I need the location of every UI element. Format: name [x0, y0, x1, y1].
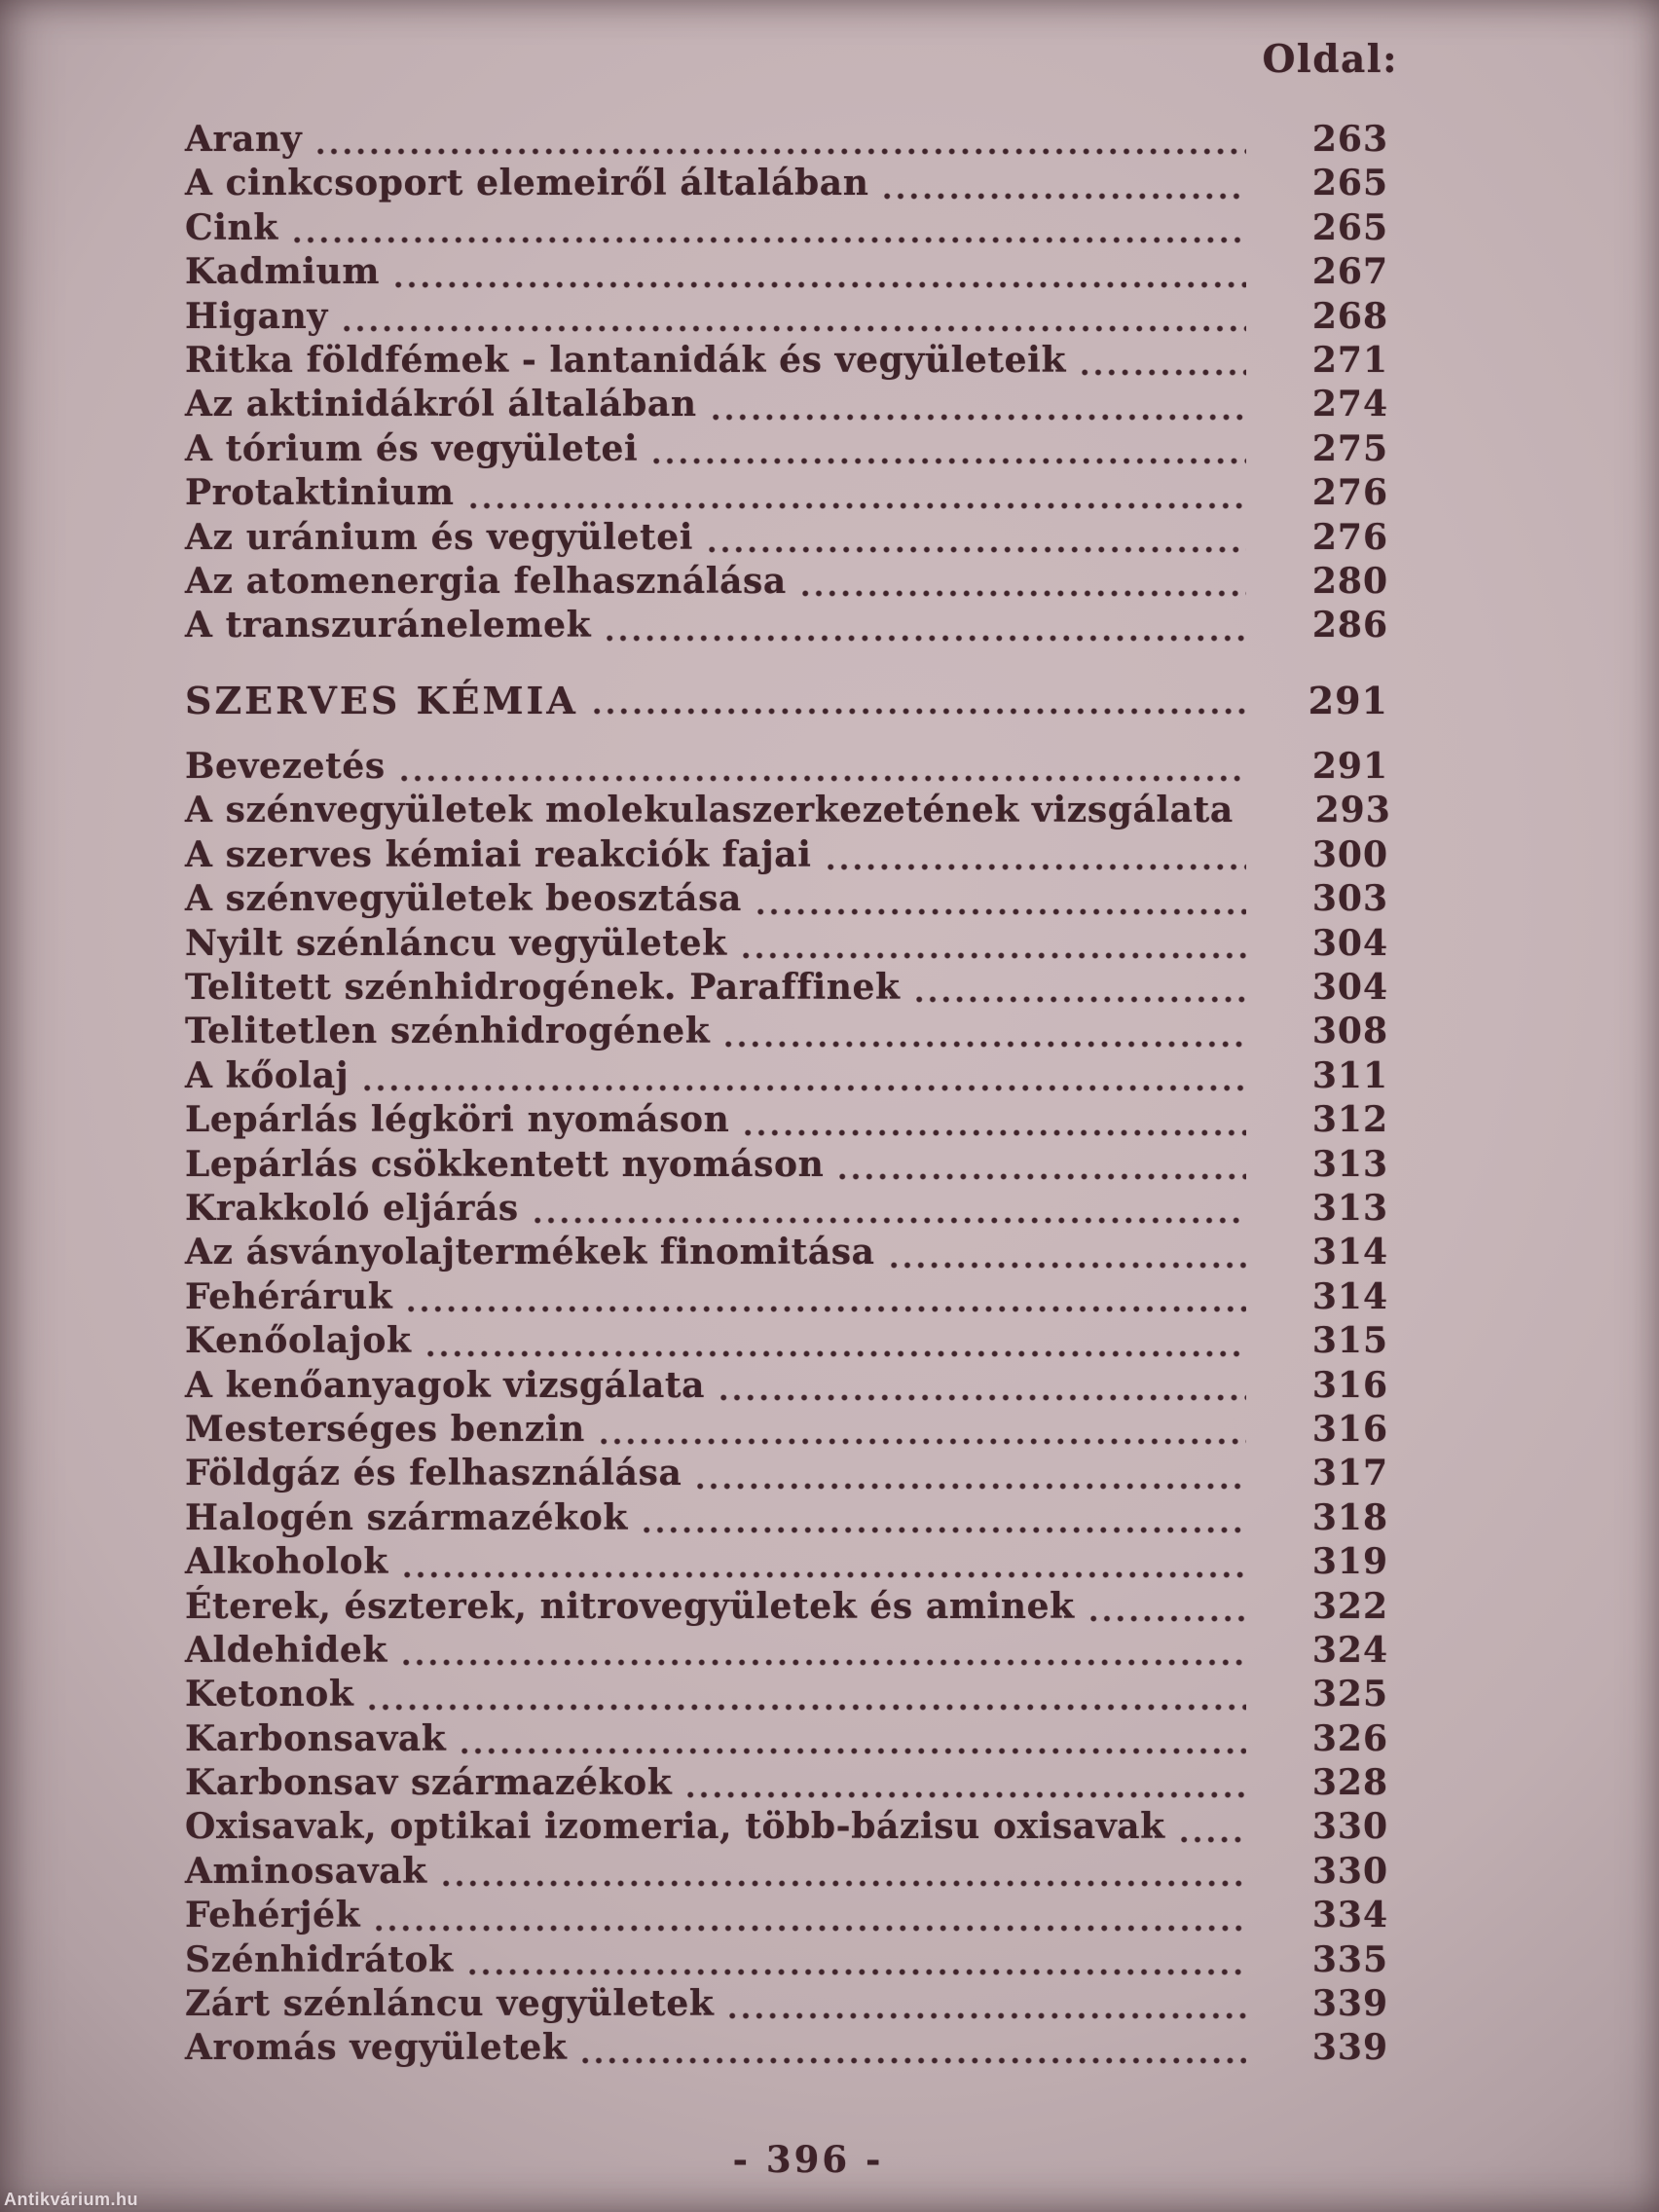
dot-leader: [344, 324, 1246, 333]
toc-row: [185, 878, 1388, 922]
toc-row: [185, 746, 1388, 790]
dot-leader: [369, 1703, 1246, 1712]
toc-row: [185, 1851, 1388, 1895]
dot-leader: [607, 634, 1246, 643]
toc-entry-title: SZERVES KÉMIA: [185, 678, 578, 722]
toc-entry-page: 265: [1311, 163, 1388, 204]
toc-row: [185, 340, 1388, 384]
toc-entry-title: Protaktinium: [185, 472, 455, 514]
toc-entry-page: 339: [1311, 2027, 1388, 2069]
toc-entry-page: 324: [1311, 1629, 1388, 1671]
toc-entry-page: 311: [1311, 1054, 1388, 1096]
table-of-contents: [185, 119, 1391, 2072]
toc-entry-title: Kenőolajok: [185, 1320, 412, 1362]
toc-section-heading: [185, 679, 1388, 722]
toc-entry-title: A szénvegyületek beosztása: [185, 878, 742, 920]
dot-leader: [745, 1128, 1246, 1137]
dot-leader: [403, 1658, 1246, 1667]
toc-entry-page: 312: [1311, 1099, 1388, 1141]
toc-entry-title: Bevezetés: [185, 746, 386, 788]
dot-leader: [713, 413, 1246, 422]
toc-row: [185, 834, 1388, 878]
toc-row: [185, 428, 1388, 472]
toc-entry-page: 303: [1311, 878, 1388, 920]
dot-leader: [697, 1482, 1246, 1491]
dot-leader: [725, 1040, 1246, 1049]
toc-row: [185, 119, 1388, 163]
toc-entry-page: 334: [1311, 1895, 1388, 1936]
toc-row: [185, 1983, 1388, 2027]
watermark: Antikvárium.hu: [4, 2190, 139, 2209]
toc-entry-page: 276: [1311, 516, 1388, 558]
toc-row: [185, 1409, 1388, 1453]
toc-section: [185, 678, 1391, 2072]
toc-entry-page: 304: [1311, 922, 1388, 964]
toc-row: [185, 561, 1388, 605]
toc-entry-page: 313: [1311, 1143, 1388, 1185]
toc-entry-title: A kenőanyagok vizsgálata: [185, 1364, 706, 1406]
toc-entry-title: Oxisavak, optikai izomeria, több-bázisu oxisavak: [185, 1806, 1165, 1848]
toc-row: [185, 1497, 1388, 1541]
toc-entry-title: Nyilt szénláncu vegyületek: [185, 922, 727, 964]
toc-entry-page: 271: [1311, 339, 1388, 381]
dot-leader: [757, 907, 1246, 916]
toc-entry-title: Ritka földfémek - lantanidák és vegyületeik: [185, 339, 1066, 381]
dot-leader: [687, 1790, 1246, 1799]
toc-row: [185, 1718, 1388, 1762]
dot-leader: [644, 1526, 1246, 1534]
toc-entry-title: Higany: [185, 295, 328, 337]
toc-entry-page: 330: [1311, 1806, 1388, 1848]
toc-entry-title: Krakkoló eljárás: [185, 1187, 519, 1229]
toc-entry-page: 315: [1311, 1320, 1388, 1362]
dot-leader: [443, 1879, 1246, 1888]
toc-entry-title: Fehéráruk: [185, 1275, 393, 1317]
dot-leader: [1181, 1835, 1246, 1844]
dot-leader: [427, 1349, 1246, 1358]
toc-row: [185, 1055, 1388, 1099]
toc-entry-page: 326: [1311, 1717, 1388, 1759]
toc-row: [185, 790, 1391, 833]
toc-entry-page: 314: [1311, 1275, 1388, 1317]
dot-leader: [582, 2056, 1246, 2065]
dot-leader: [317, 147, 1246, 156]
toc-entry-title: Karbonsavak: [185, 1717, 447, 1759]
toc-row: [185, 923, 1388, 967]
toc-entry-title: Az ásványolajtermékek finomitása: [185, 1232, 875, 1273]
toc-entry-page: 274: [1311, 384, 1388, 425]
toc-row: [185, 1895, 1388, 1938]
toc-row: [185, 1939, 1388, 1983]
toc-entry-title: Aldehidek: [185, 1629, 387, 1671]
toc-row: [185, 1011, 1388, 1054]
dot-leader: [884, 192, 1246, 201]
toc-entry-title: Földgáz és felhasználása: [185, 1453, 682, 1494]
dot-leader: [916, 995, 1246, 1004]
toc-entry-page: 325: [1311, 1674, 1388, 1715]
toc-entry-title: Mesterséges benzin: [185, 1408, 585, 1450]
toc-entry-page: 313: [1311, 1187, 1388, 1229]
toc-entry-page: 304: [1311, 967, 1388, 1009]
dot-leader: [828, 863, 1247, 871]
toc-entry-title: Zárt szénláncu vegyületek: [185, 1983, 715, 2025]
toc-row: [185, 1674, 1388, 1717]
toc-row: [185, 967, 1388, 1011]
toc-row: [185, 1453, 1388, 1496]
toc-entry-title: Cink: [185, 206, 278, 248]
toc-row: [185, 1232, 1388, 1275]
toc-entry-page: 330: [1311, 1850, 1388, 1892]
dot-leader: [743, 951, 1246, 960]
toc-entry-title: Aromás vegyületek: [185, 2027, 568, 2069]
toc-entry-page: 339: [1311, 1983, 1388, 2025]
toc-row: [185, 1630, 1388, 1674]
toc-entry-title: Telitett szénhidrogének. Paraffinek: [185, 967, 901, 1009]
toc-entry-title: Éterek, észterek, nitrovegyületek és aminek: [185, 1585, 1075, 1627]
toc-entry-page: 308: [1311, 1011, 1388, 1052]
toc-row: [185, 605, 1388, 648]
toc-row: [185, 1365, 1388, 1409]
dot-leader: [601, 1437, 1246, 1446]
toc-entry-title: Telitetlen szénhidrogének: [185, 1011, 711, 1052]
toc-entry-page: 314: [1311, 1232, 1388, 1273]
toc-row: [185, 1276, 1388, 1320]
toc-row: [185, 384, 1388, 427]
toc-entry-title: Karbonsav származékok: [185, 1762, 673, 1804]
toc-entry-page: 293: [1314, 790, 1391, 831]
toc-row: [185, 1188, 1388, 1232]
toc-entry-page: 291: [1308, 678, 1388, 722]
dot-leader: [404, 1570, 1246, 1579]
toc-row: [185, 1586, 1388, 1630]
toc-entry-page: 318: [1311, 1496, 1388, 1538]
dot-leader: [401, 774, 1246, 783]
dot-leader: [653, 457, 1246, 465]
toc-entry-title: Aminosavak: [185, 1850, 427, 1892]
toc-entry-page: 286: [1311, 605, 1388, 646]
toc-row: [185, 2027, 1388, 2071]
toc-entry-title: A cinkcsoport elemeiről általában: [185, 163, 869, 204]
toc-entry-title: Alkoholok: [185, 1541, 388, 1583]
toc-entry-page: 280: [1311, 560, 1388, 602]
dot-leader: [469, 1968, 1246, 1976]
footer-page-number: - 396 -: [732, 2138, 884, 2181]
toc-row: [185, 296, 1388, 340]
toc-entry-title: Az uránium és vegyületei: [185, 516, 694, 558]
toc-entry-title: A szénvegyületek molekulaszerkezetének vizsgálata: [185, 790, 1234, 831]
toc-entry-page: 316: [1311, 1408, 1388, 1450]
toc-entry-title: Szénhidrátok: [185, 1938, 454, 1980]
toc-row: [185, 1320, 1388, 1364]
dot-leader: [720, 1393, 1246, 1402]
toc-entry-title: A transzuránelemek: [185, 605, 592, 646]
dot-leader: [709, 545, 1246, 554]
dot-leader: [461, 1747, 1246, 1755]
toc-entry-page: 335: [1311, 1938, 1388, 1980]
toc-row: [185, 1099, 1388, 1143]
toc-entry-page: 267: [1311, 251, 1388, 293]
toc-entry-page: 268: [1311, 295, 1388, 337]
toc-entry-title: A tórium és vegyületei: [185, 427, 639, 469]
toc-entry-page: 328: [1311, 1762, 1388, 1804]
dot-leader: [839, 1172, 1246, 1181]
dot-leader: [535, 1216, 1246, 1225]
toc-entry-page: 263: [1311, 119, 1388, 160]
toc-entry-page: 265: [1311, 206, 1388, 248]
toc-entry-title: Arany: [185, 119, 303, 160]
toc-entry-title: Az aktinidákról általában: [185, 384, 697, 425]
toc-entry-page: 322: [1311, 1585, 1388, 1627]
toc-row: [185, 207, 1388, 251]
toc-entry-title: Ketonok: [185, 1674, 354, 1715]
dot-leader: [1082, 368, 1246, 377]
dot-leader: [594, 707, 1246, 716]
toc-entry-page: 317: [1311, 1453, 1388, 1494]
toc-row: [185, 251, 1388, 295]
toc-row: [185, 163, 1388, 206]
toc-section: [185, 119, 1388, 649]
toc-entry-page: 319: [1311, 1541, 1388, 1583]
dot-leader: [729, 2011, 1246, 2020]
toc-entry-title: Fehérjék: [185, 1895, 361, 1936]
toc-row: [185, 1806, 1388, 1850]
toc-row: [185, 517, 1388, 561]
toc-row: [185, 1541, 1388, 1585]
dot-leader: [408, 1305, 1246, 1313]
toc-entry-page: 275: [1311, 427, 1388, 469]
toc-entry-page: 276: [1311, 472, 1388, 514]
toc-entry-title: A szerves kémiai reakciók fajai: [185, 833, 812, 875]
toc-entry-title: Lepárlás csökkentett nyomáson: [185, 1143, 825, 1185]
dot-leader: [891, 1261, 1246, 1270]
toc-entry-page: 316: [1311, 1364, 1388, 1406]
toc-entry-title: Kadmium: [185, 251, 381, 293]
dot-leader: [470, 501, 1246, 510]
page-column-header: Oldal:: [1262, 37, 1398, 82]
toc-entry-page: 291: [1311, 746, 1388, 788]
toc-entry-page: 300: [1311, 833, 1388, 875]
toc-entry-title: Halogén származékok: [185, 1496, 628, 1538]
toc-row: [185, 472, 1388, 516]
toc-row: [185, 1762, 1388, 1806]
dot-leader: [376, 1924, 1246, 1933]
toc-entry-title: Lepárlás légköri nyomáson: [185, 1099, 730, 1141]
dot-leader: [802, 589, 1246, 598]
toc-entry-title: Az atomenergia felhasználása: [185, 560, 787, 602]
toc-entry-title: A kőolaj: [185, 1054, 350, 1096]
toc-row: [185, 1144, 1388, 1188]
dot-leader: [395, 280, 1246, 289]
dot-leader: [1090, 1614, 1246, 1623]
dot-leader: [294, 236, 1246, 244]
dot-leader: [364, 1084, 1246, 1092]
